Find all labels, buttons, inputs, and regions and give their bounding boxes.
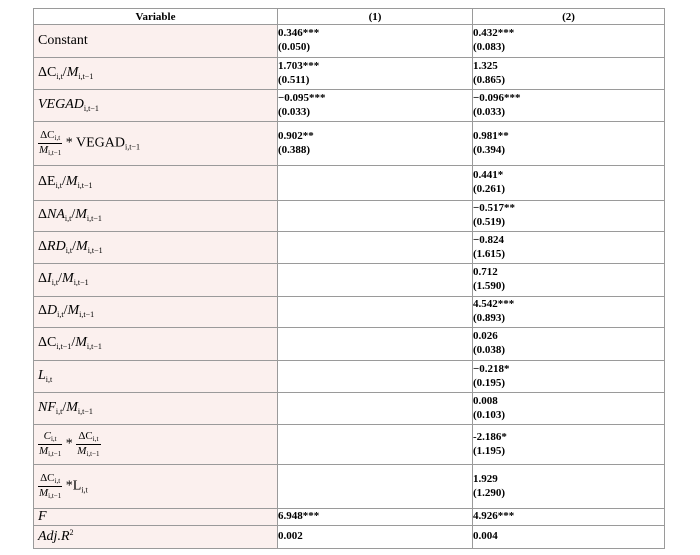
se: (0.195) — [473, 376, 506, 389]
col2-cell — [473, 232, 665, 264]
table-row — [34, 90, 665, 122]
row-label: $\Delta E_{i,t}/M_{i,t-1}$ — [34, 166, 278, 201]
se: (1.615) — [473, 247, 506, 260]
col1-cell — [278, 122, 473, 166]
se: (0.261) — [473, 183, 506, 195]
coef: −0.517** — [473, 202, 516, 214]
row-label: $\frac{\Delta C_{i,t}}{M_{i,t-1}}$ $*L_{i,t}$ — [34, 465, 278, 509]
se: (0.511) — [278, 73, 310, 86]
se: (0.033) — [473, 105, 506, 118]
coef — [278, 234, 472, 248]
se: (1.195) — [473, 444, 506, 457]
coef: 0.441* — [473, 169, 504, 181]
col1-cell — [278, 90, 473, 122]
coef: 0.432*** — [473, 27, 515, 39]
se — [278, 248, 472, 262]
row-label: $\Delta C_{i,t}/M_{i,t-1}$ — [34, 58, 278, 90]
col2-cell — [473, 509, 665, 526]
se: (0.103) — [473, 408, 506, 421]
coef — [278, 266, 472, 280]
se — [278, 216, 472, 230]
col1-cell — [278, 393, 473, 425]
col1-cell — [278, 201, 473, 232]
header-row — [34, 9, 665, 25]
header-variable: Variable — [34, 9, 278, 25]
se: (1.290) — [473, 486, 506, 499]
col1-cell — [278, 361, 473, 393]
coef: 1.929 — [473, 472, 498, 485]
se: (0.394) — [473, 143, 506, 156]
col2-cell — [473, 166, 665, 201]
col1-cell — [278, 297, 473, 328]
se: (0.050) — [278, 41, 311, 53]
coef: -2.186* — [473, 430, 507, 443]
se — [278, 312, 472, 326]
coef: 0.712 — [473, 266, 498, 278]
col2-cell — [473, 297, 665, 328]
col1-cell — [278, 25, 473, 58]
coef: 0.002 — [278, 530, 303, 542]
coef — [278, 330, 472, 344]
table-row — [34, 465, 665, 509]
se: (0.388) — [278, 143, 311, 156]
coef: 0.346*** — [278, 27, 320, 39]
se — [278, 377, 472, 391]
row-label: $\Delta RD_{i,t}/M_{i,t-1}$ — [34, 232, 278, 264]
coef: −0.824 — [473, 233, 505, 246]
col1-cell — [278, 328, 473, 361]
coef: 0.902** — [278, 129, 314, 142]
row-label: $L_{i,t}$ — [34, 361, 278, 393]
col1-cell — [278, 509, 473, 526]
col1-cell — [278, 425, 473, 465]
row-label: Constant — [34, 25, 278, 58]
col2-cell — [473, 25, 665, 58]
se: (1.590) — [473, 280, 506, 292]
table-row — [34, 264, 665, 297]
table-row — [34, 58, 665, 90]
row-label: $\frac{\Delta C_{i,t}}{M_{i,t-1}}$ * $VEGAD_{i,t-1}$ — [34, 122, 278, 166]
col2-cell — [473, 361, 665, 393]
row-label: $\Delta I_{i,t}/M_{i,t-1}$ — [34, 264, 278, 297]
col2-cell — [473, 526, 665, 549]
coef: 0.004 — [473, 530, 498, 542]
regression-table — [33, 8, 665, 549]
table-row — [34, 509, 665, 526]
row-label: $NF_{i,t}/M_{i,t-1}$ — [34, 393, 278, 425]
row-label: F — [34, 509, 278, 526]
se — [278, 445, 472, 459]
col2-cell — [473, 328, 665, 361]
col2-cell — [473, 465, 665, 509]
row-label: $\Delta NA_{i,t}/M_{i,t-1}$ — [34, 201, 278, 232]
row-label: $\Delta C_{i,t-1}/M_{i,t-1}$ — [34, 328, 278, 361]
se: (0.083) — [473, 41, 506, 53]
coef: 4.542*** — [473, 298, 515, 310]
coef: −0.095*** — [278, 91, 326, 104]
coef: −0.096*** — [473, 91, 521, 104]
col1-cell — [278, 465, 473, 509]
col1-cell — [278, 264, 473, 297]
col1-cell — [278, 526, 473, 549]
col2-cell — [473, 201, 665, 232]
row-label: $VEGAD_{i,t-1}$ — [34, 90, 278, 122]
se: (0.893) — [473, 312, 506, 324]
se — [278, 487, 472, 501]
table-row — [34, 122, 665, 166]
coef: 0.026 — [473, 330, 498, 342]
se: (0.865) — [473, 73, 506, 86]
se: (0.033) — [278, 105, 311, 118]
table-row — [34, 393, 665, 425]
col2-cell — [473, 90, 665, 122]
se — [278, 280, 472, 294]
coef: 0.981** — [473, 129, 509, 142]
table-row — [34, 361, 665, 393]
table-row — [34, 328, 665, 361]
col1-cell — [278, 58, 473, 90]
table-row — [34, 526, 665, 549]
col2-cell — [473, 425, 665, 465]
table-row — [34, 297, 665, 328]
coef — [278, 202, 472, 216]
se — [278, 183, 472, 197]
coef: 0.008 — [473, 394, 498, 407]
se — [278, 409, 472, 423]
coef — [278, 169, 472, 183]
coef: 6.948*** — [278, 510, 320, 522]
table-row — [34, 232, 665, 264]
col2-cell — [473, 58, 665, 90]
row-label: $\Delta D_{i,t}/M_{i,t-1}$ — [34, 297, 278, 328]
col1-cell — [278, 166, 473, 201]
table-row — [34, 25, 665, 58]
se: (0.519) — [473, 216, 506, 228]
table-row — [34, 425, 665, 465]
se — [278, 344, 472, 358]
header-col1: (1) — [278, 9, 473, 25]
coef: 1.703*** — [278, 59, 320, 72]
table-row — [34, 201, 665, 232]
table-row — [34, 166, 665, 201]
coef — [278, 363, 472, 377]
row-label: $\frac{C_{i,t}}{M_{i,t-1}}$ * $\frac{\Delta C_{i,t}}{M_{i,t-1}}$ — [34, 425, 278, 465]
coef — [278, 395, 472, 409]
col2-cell — [473, 264, 665, 297]
coef — [278, 473, 472, 487]
coef — [278, 298, 472, 312]
row-label: $Adj.R^2$ — [34, 526, 278, 549]
coef: −0.218* — [473, 362, 510, 375]
header-col2: (2) — [473, 9, 665, 25]
coef: 1.325 — [473, 59, 498, 72]
col2-cell — [473, 122, 665, 166]
col2-cell — [473, 393, 665, 425]
col1-cell — [278, 232, 473, 264]
se: (0.038) — [473, 344, 506, 356]
coef — [278, 431, 472, 445]
coef: 4.926*** — [473, 510, 515, 522]
